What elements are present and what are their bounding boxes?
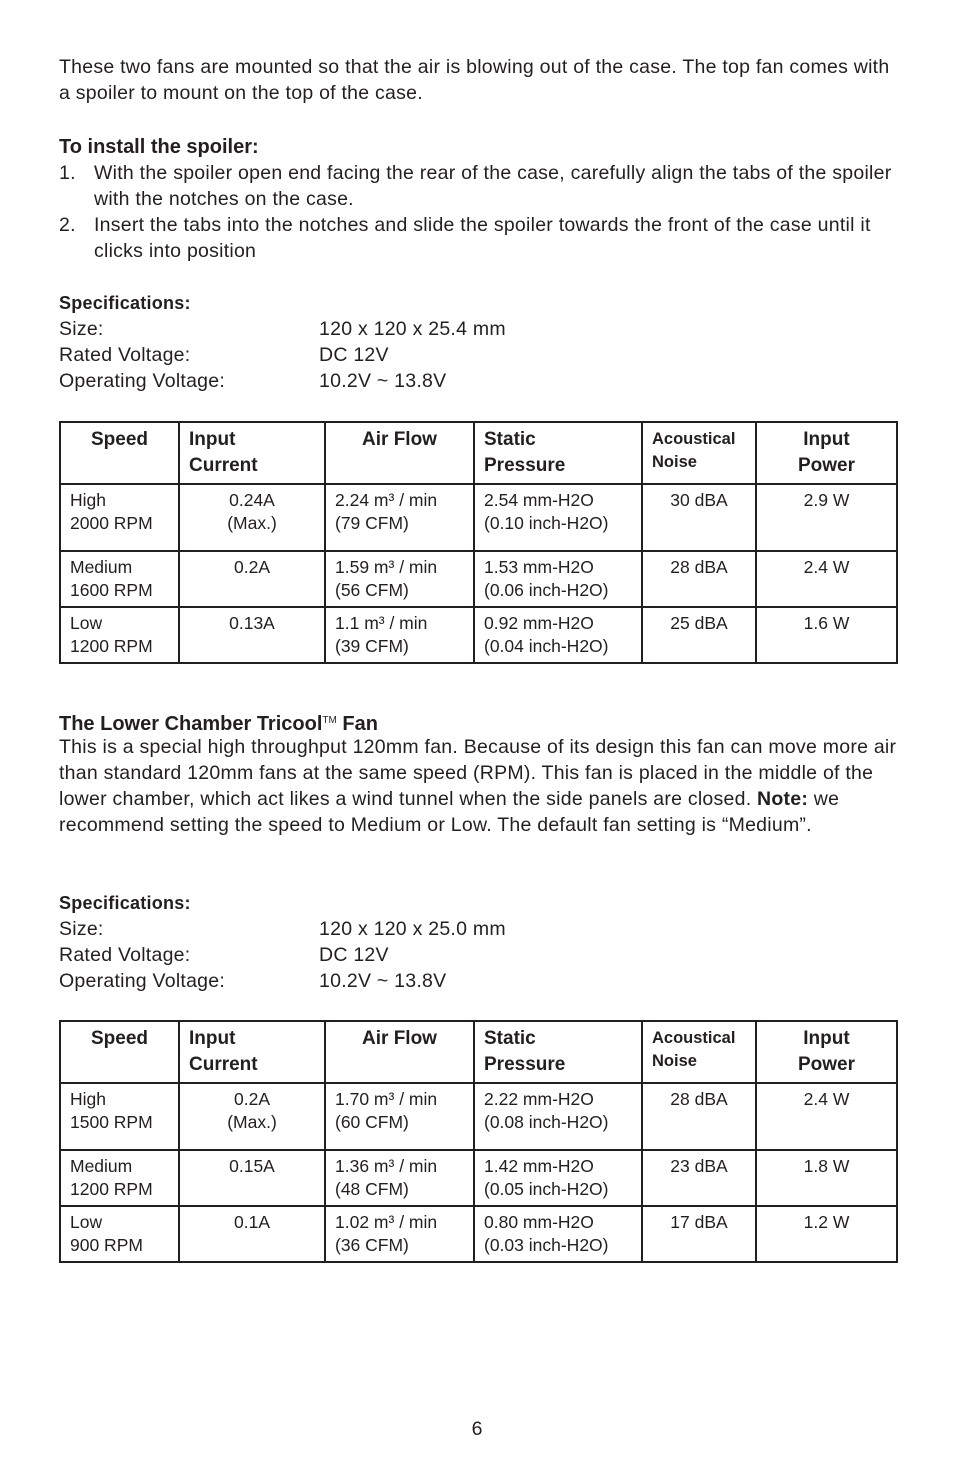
spec-row bbox=[59, 942, 659, 968]
header-static-pressure: Static Pressure bbox=[474, 422, 642, 484]
spec-row bbox=[59, 316, 659, 342]
cell-power: 1.8 W bbox=[756, 1150, 897, 1206]
install-step bbox=[59, 160, 897, 212]
cell-air-flow: 1.70 m³ / min (60 CFM) bbox=[325, 1083, 474, 1150]
cell-input-current: 0.2A bbox=[179, 551, 325, 607]
cell-input-current: 0.1A bbox=[179, 1206, 325, 1262]
header-input-power: Input Power bbox=[756, 422, 897, 484]
cell-speed: Low 1200 RPM bbox=[60, 607, 179, 663]
cell-air-flow: 1.36 m³ / min (48 CFM) bbox=[325, 1150, 474, 1206]
cell-power: 1.6 W bbox=[756, 607, 897, 663]
cell-input-current: 0.2A (Max.) bbox=[179, 1083, 325, 1150]
header-acoustical-noise: Acoustical Noise bbox=[642, 422, 756, 484]
table-row bbox=[60, 607, 897, 663]
cell-static-pressure: 2.22 mm-H2O (0.08 inch-H2O) bbox=[474, 1083, 642, 1150]
header-acoustical-noise: Acoustical Noise bbox=[642, 1021, 756, 1083]
spec-value: 10.2V ~ 13.8V bbox=[319, 370, 447, 392]
spec-row bbox=[59, 916, 659, 942]
cell-power: 1.2 W bbox=[756, 1206, 897, 1262]
spec-value: 10.2V ~ 13.8V bbox=[319, 970, 447, 992]
install-steps bbox=[59, 160, 897, 264]
spec-value: DC 12V bbox=[319, 344, 389, 366]
table-row bbox=[60, 1083, 897, 1150]
spec-value: 120 x 120 x 25.4 mm bbox=[319, 318, 506, 340]
table-row bbox=[60, 484, 897, 551]
cell-noise: 17 dBA bbox=[642, 1206, 756, 1262]
cell-input-current: 0.15A bbox=[179, 1150, 325, 1206]
cell-noise: 30 dBA bbox=[642, 484, 756, 551]
cell-noise: 23 dBA bbox=[642, 1150, 756, 1206]
cell-speed: High 2000 RPM bbox=[60, 484, 179, 551]
cell-speed: High 1500 RPM bbox=[60, 1083, 179, 1150]
cell-power: 2.4 W bbox=[756, 551, 897, 607]
spec-label: Rated Voltage: bbox=[59, 344, 191, 366]
cell-power: 2.9 W bbox=[756, 484, 897, 551]
cell-speed: Low 900 RPM bbox=[60, 1206, 179, 1262]
step-text: With the spoiler open end facing the rear of the case, carefully align the tabs of the spoiler with the notches on the case. bbox=[94, 162, 892, 210]
cell-air-flow: 1.1 m³ / min (39 CFM) bbox=[325, 607, 474, 663]
cell-power: 2.4 W bbox=[756, 1083, 897, 1150]
spec-label: Operating Voltage: bbox=[59, 970, 226, 992]
lower-chamber-paragraph: This is a special high throughput 120mm fan. Because of its design this fan can move more air than standard 120mm fans at the same speed (RPM). This fan is placed in the middle of the lower chamber, which act likes a wind tunnel when the side panels are closed. Note: we recommend setting the speed to Medium or Low. The default fan setting is “Medium”. bbox=[59, 736, 897, 836]
spec-table-lower-fan bbox=[59, 1020, 898, 1263]
spec-value: DC 12V bbox=[319, 944, 389, 966]
install-step bbox=[59, 212, 897, 264]
spec-block-lower-fan bbox=[59, 890, 659, 994]
cell-input-current: 0.24A (Max.) bbox=[179, 484, 325, 551]
header-input-current: Input Current bbox=[179, 422, 325, 484]
spec-label: Size: bbox=[59, 918, 104, 940]
table-row bbox=[60, 1206, 897, 1262]
table-header-row bbox=[60, 1021, 897, 1083]
cell-speed: Medium 1200 RPM bbox=[60, 1150, 179, 1206]
header-air-flow: Air Flow bbox=[325, 422, 474, 484]
note-label: Note: bbox=[757, 788, 809, 810]
cell-input-current: 0.13A bbox=[179, 607, 325, 663]
header-speed: Speed bbox=[60, 422, 179, 484]
spec-row bbox=[59, 368, 659, 394]
header-input-power: Input Power bbox=[756, 1021, 897, 1083]
cell-air-flow: 2.24 m³ / min (79 CFM) bbox=[325, 484, 474, 551]
cell-speed: Medium 1600 RPM bbox=[60, 551, 179, 607]
install-heading: To install the spoiler: bbox=[59, 136, 259, 158]
trademark-mark: TM bbox=[322, 715, 337, 726]
cell-static-pressure: 2.54 mm-H2O (0.10 inch-H2O) bbox=[474, 484, 642, 551]
table-row bbox=[60, 1150, 897, 1206]
cell-noise: 28 dBA bbox=[642, 1083, 756, 1150]
header-static-pressure: Static Pressure bbox=[474, 1021, 642, 1083]
spec-table-top-fan bbox=[59, 421, 898, 664]
spec-label: Size: bbox=[59, 318, 104, 340]
table-header-row bbox=[60, 422, 897, 484]
cell-noise: 28 dBA bbox=[642, 551, 756, 607]
lower-chamber-heading: The Lower Chamber Tricool™ Fan bbox=[59, 713, 378, 735]
spec-row bbox=[59, 342, 659, 368]
cell-air-flow: 1.59 m³ / min (56 CFM) bbox=[325, 551, 474, 607]
cell-static-pressure: 0.80 mm-H2O (0.03 inch-H2O) bbox=[474, 1206, 642, 1262]
spec-label: Operating Voltage: bbox=[59, 370, 226, 392]
spec-label: Rated Voltage: bbox=[59, 944, 191, 966]
cell-static-pressure: 1.42 mm-H2O (0.05 inch-H2O) bbox=[474, 1150, 642, 1206]
cell-static-pressure: 1.53 mm-H2O (0.06 inch-H2O) bbox=[474, 551, 642, 607]
intro-paragraph: These two fans are mounted so that the air is blowing out of the case. The top fan comes with a spoiler to mount on the top of the case. bbox=[59, 56, 890, 104]
step-number: 2. bbox=[59, 214, 76, 236]
header-air-flow: Air Flow bbox=[325, 1021, 474, 1083]
spec-row bbox=[59, 968, 659, 994]
cell-air-flow: 1.02 m³ / min (36 CFM) bbox=[325, 1206, 474, 1262]
spec-block-top-fan bbox=[59, 290, 659, 394]
spec-title: Specifications: bbox=[59, 293, 191, 313]
header-input-current: Input Current bbox=[179, 1021, 325, 1083]
table-row bbox=[60, 551, 897, 607]
spec-value: 120 x 120 x 25.0 mm bbox=[319, 918, 506, 940]
step-text: Insert the tabs into the notches and slide the spoiler towards the front of the case until it clicks into position bbox=[94, 214, 871, 262]
step-number: 1. bbox=[59, 162, 76, 184]
header-speed: Speed bbox=[60, 1021, 179, 1083]
page-number: 6 bbox=[471, 1418, 483, 1440]
cell-noise: 25 dBA bbox=[642, 607, 756, 663]
spec-title: Specifications: bbox=[59, 893, 191, 913]
cell-static-pressure: 0.92 mm-H2O (0.04 inch-H2O) bbox=[474, 607, 642, 663]
